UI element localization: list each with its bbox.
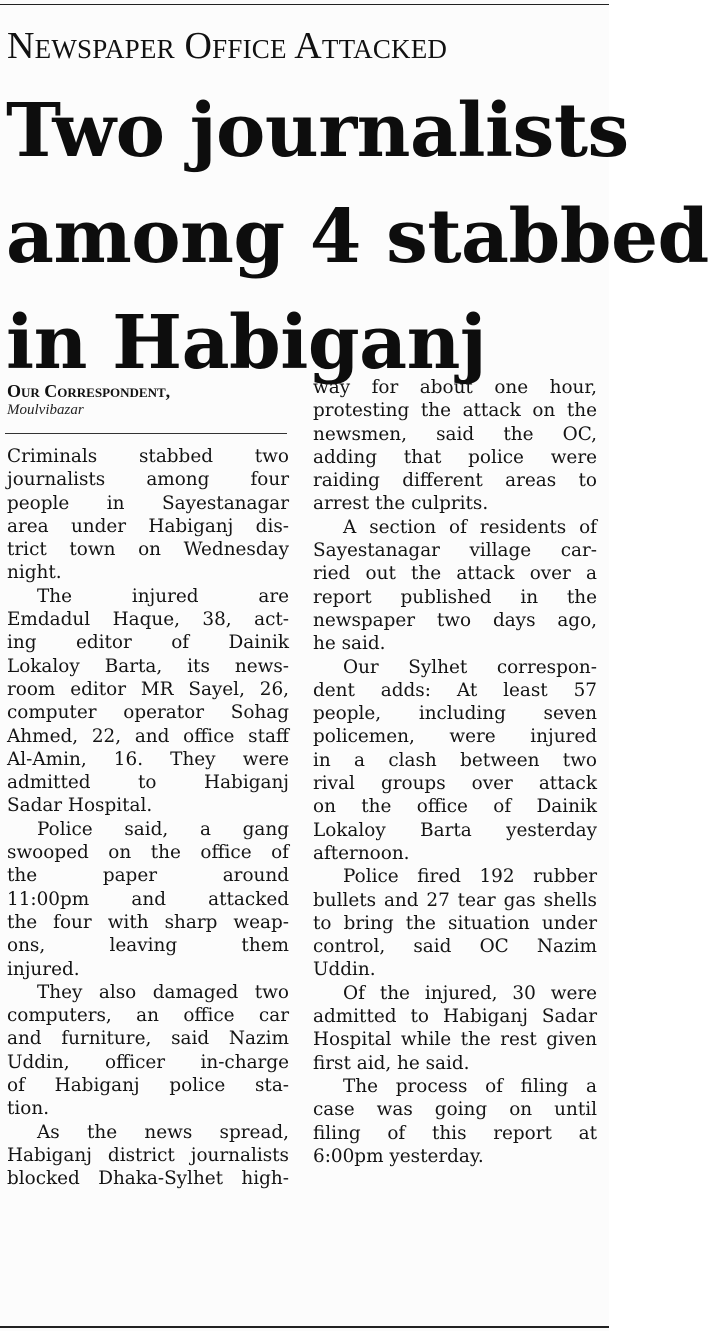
headline-line: in Habiganj: [6, 300, 487, 386]
text-line: in a clash between two: [313, 749, 597, 771]
text-line: Police fired 192 rubber: [343, 866, 597, 888]
text-line: Our Sylhet correspon-: [343, 656, 597, 678]
text-line: filing of this report at: [313, 1122, 597, 1144]
byline: [7, 381, 287, 419]
text-line: arrest the culprits.: [313, 493, 489, 515]
text-line: As the news spread,: [37, 1121, 289, 1143]
text-line: Hospital while the rest given: [313, 1029, 597, 1051]
text-line: They also damaged two: [37, 981, 289, 1003]
text-line: control, said OC Nazim: [313, 936, 597, 958]
text-line: swooped on the office of: [7, 842, 289, 864]
text-line: journalists among four: [7, 469, 289, 491]
text-line: way for about one hour,: [313, 377, 597, 398]
byline-divider: [5, 433, 287, 434]
text-line: blocked Dhaka-Sylhet high-: [7, 1168, 289, 1190]
text-line: Habiganj district journalists: [7, 1144, 289, 1166]
text-line: raiding different areas to: [313, 470, 597, 492]
text-line: Of the injured, 30 were: [343, 982, 597, 1004]
text-line: Al-Amin, 16. They were: [7, 748, 289, 770]
text-line: computer operator Sohag: [7, 702, 289, 724]
text-line: Uddin.: [313, 959, 376, 981]
text-line: first aid, he said.: [313, 1052, 470, 1074]
headline-line: among 4 stabbed: [6, 194, 709, 280]
text-line: Lokaloy Barta yesterday: [313, 819, 597, 841]
text-line: Sadar Hospital.: [7, 795, 153, 817]
text-line: ons, leaving them: [7, 935, 289, 957]
text-line: The injured are: [37, 585, 289, 607]
text-line: 6:00pm yesterday.: [313, 1145, 484, 1167]
top-rule: [0, 4, 609, 5]
text-line: to bring the situation under: [313, 912, 597, 934]
kicker: Newspaper Office Attacked: [7, 25, 448, 67]
text-line: trict town on Wednesday: [7, 539, 289, 561]
text-line: ried out the attack over a: [313, 563, 597, 585]
text-line: people, including seven: [313, 703, 597, 725]
text-line: bullets and 27 tear gas shells: [313, 889, 597, 911]
text-line: Criminals stabbed two: [7, 446, 289, 467]
text-line: area under Habiganj dis-: [7, 515, 289, 537]
text-line: adding that police were: [313, 446, 597, 468]
text-line: Uddin, officer in-charge: [7, 1051, 289, 1073]
text-line: policemen, were injured: [313, 726, 597, 748]
text-line: tion.: [7, 1098, 50, 1120]
text-line: injured.: [7, 958, 80, 980]
text-line: admitted to Habiganj: [7, 772, 289, 794]
bottom-rule: [0, 1326, 609, 1328]
text-line: Ahmed, 22, and office staff: [7, 725, 289, 747]
text-line: protesting the attack on the: [313, 400, 597, 422]
text-line: admitted to Habiganj Sadar: [313, 1006, 597, 1028]
text-line: report published in the: [313, 586, 597, 608]
text-line: he said.: [313, 633, 386, 655]
text-line: dent adds: At least 57: [313, 679, 597, 701]
text-line: ing editor of Dainik: [7, 632, 289, 654]
text-line: people in Sayestanagar: [7, 492, 289, 514]
text-line: Sayestanagar village car-: [313, 540, 597, 562]
article-column-left: [7, 445, 289, 1191]
headline-line: Two journalists: [6, 88, 629, 174]
headline: [6, 78, 709, 396]
text-line: newspaper two days ago,: [313, 609, 597, 631]
byline-location: Moulvibazar: [7, 402, 84, 418]
text-line: the four with sharp weap-: [7, 911, 289, 933]
text-line: case was going on until: [313, 1099, 597, 1121]
article-column-right: [313, 376, 597, 1168]
text-line: Police said, a gang: [37, 818, 289, 840]
text-line: rival groups over attack: [313, 773, 597, 795]
text-line: on the office of Dainik: [313, 796, 597, 818]
text-line: A section of residents of: [343, 516, 597, 538]
text-line: Emdadul Haque, 38, act-: [7, 609, 289, 631]
text-line: and furniture, said Nazim: [7, 1028, 289, 1050]
text-line: The process of filing a: [343, 1075, 597, 1097]
text-line: of Habiganj police sta-: [7, 1075, 289, 1097]
text-line: newsmen, said the OC,: [313, 423, 597, 445]
text-line: afternoon.: [313, 842, 410, 864]
text-line: Lokaloy Barta, its news-: [7, 655, 289, 677]
text-line: room editor MR Sayel, 26,: [7, 678, 289, 700]
byline-author: Our Correspondent,: [7, 381, 171, 401]
text-line: 11:00pm and attacked: [7, 888, 289, 910]
text-line: night.: [7, 562, 62, 584]
text-line: computers, an office car: [7, 1005, 289, 1027]
text-line: the paper around: [7, 865, 289, 887]
